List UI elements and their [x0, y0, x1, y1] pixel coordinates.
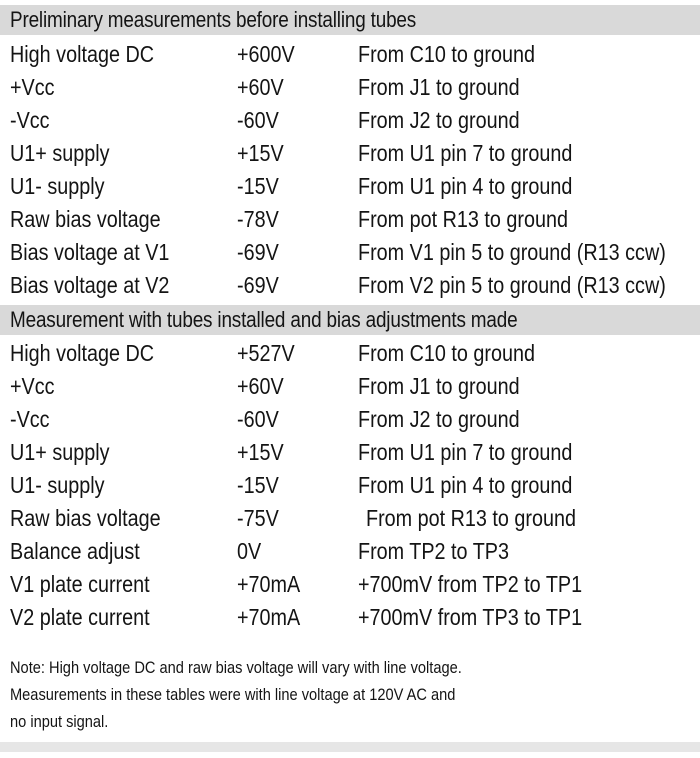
table-row — [0, 436, 700, 469]
measurement-name: U1+ supply — [10, 439, 110, 465]
measurement-value: +70mA — [237, 604, 301, 630]
measurement-name: Bias voltage at V1 — [10, 239, 170, 265]
table-row — [0, 38, 700, 71]
table-row — [0, 403, 700, 436]
measurement-value: +60V — [237, 373, 284, 399]
section-title: Preliminary measurements before installing tubes — [10, 7, 417, 32]
table-row — [0, 568, 700, 601]
measurement-value: +600V — [237, 41, 295, 67]
measurement-name: -Vcc — [10, 406, 50, 432]
footnote-line: no input signal. — [10, 712, 109, 731]
table-row — [0, 203, 700, 236]
measurement-name: Raw bias voltage — [10, 505, 161, 531]
measurement-value: 0V — [237, 538, 262, 564]
measurement-location: From pot R13 to ground — [366, 505, 577, 531]
measurement-location: From J1 to ground — [358, 373, 520, 399]
measurement-location: From V1 pin 5 to ground (R13 ccw) — [358, 239, 666, 265]
measurement-value: +60V — [237, 74, 284, 100]
measurement-value: -78V — [237, 206, 279, 232]
measurement-location: From pot R13 to ground — [358, 206, 569, 232]
footnote — [10, 654, 670, 735]
measurement-name: High voltage DC — [10, 41, 155, 67]
table-row — [0, 337, 700, 370]
table-row — [0, 170, 700, 203]
measurement-location: From U1 pin 4 to ground — [358, 472, 573, 498]
measurement-name: Raw bias voltage — [10, 206, 161, 232]
footnote-line: Measurements in these tables were with line voltage at 120V AC and — [10, 685, 456, 704]
measurement-name: -Vcc — [10, 107, 50, 133]
section-header-preliminary — [0, 5, 700, 35]
measurement-value: +527V — [237, 340, 295, 366]
table-row — [0, 137, 700, 170]
measurement-location: From J1 to ground — [358, 74, 520, 100]
measurement-name: Bias voltage at V2 — [10, 272, 170, 298]
measurement-value: -75V — [237, 505, 279, 531]
section-title: Measurement with tubes installed and bias adjustments made — [10, 307, 518, 332]
measurement-name: U1- supply — [10, 173, 105, 199]
table-row — [0, 71, 700, 104]
measurement-location: From J2 to ground — [358, 406, 520, 432]
measurement-value: +15V — [237, 439, 284, 465]
measurement-location: +700mV from TP3 to TP1 — [358, 604, 583, 630]
measurement-value: -15V — [237, 173, 279, 199]
bottom-divider — [0, 742, 700, 752]
measurement-value: -15V — [237, 472, 279, 498]
measurement-location: From V2 pin 5 to ground (R13 ccw) — [358, 272, 666, 298]
table-row — [0, 601, 700, 634]
measurement-value: -60V — [237, 107, 279, 133]
measurement-value: -69V — [237, 239, 279, 265]
section-header-installed — [0, 305, 700, 335]
measurement-location: From J2 to ground — [358, 107, 520, 133]
measurement-location: +700mV from TP2 to TP1 — [358, 571, 583, 597]
measurement-name: High voltage DC — [10, 340, 155, 366]
measurement-location: From C10 to ground — [358, 41, 536, 67]
table-row — [0, 370, 700, 403]
measurement-value: +15V — [237, 140, 284, 166]
measurement-name: Balance adjust — [10, 538, 140, 564]
measurement-value: -60V — [237, 406, 279, 432]
table-row — [0, 469, 700, 502]
table-row — [0, 535, 700, 568]
measurement-name: V1 plate current — [10, 571, 150, 597]
measurement-name: +Vcc — [10, 373, 55, 399]
measurement-location: From C10 to ground — [358, 340, 536, 366]
table-row — [0, 236, 700, 269]
measurement-location: From U1 pin 4 to ground — [358, 173, 573, 199]
footnote-line: Note: High voltage DC and raw bias voltage will vary with line voltage. — [10, 658, 462, 677]
table-row — [0, 104, 700, 137]
measurement-name: U1+ supply — [10, 140, 110, 166]
table-row — [0, 502, 700, 535]
measurement-location: From U1 pin 7 to ground — [358, 140, 573, 166]
table-row — [0, 269, 700, 302]
measurement-name: U1- supply — [10, 472, 105, 498]
measurement-location: From TP2 to TP3 — [358, 538, 509, 564]
measurement-name: V2 plate current — [10, 604, 150, 630]
measurement-location: From U1 pin 7 to ground — [358, 439, 573, 465]
measurement-value: -69V — [237, 272, 279, 298]
measurement-name: +Vcc — [10, 74, 55, 100]
measurement-value: +70mA — [237, 571, 301, 597]
